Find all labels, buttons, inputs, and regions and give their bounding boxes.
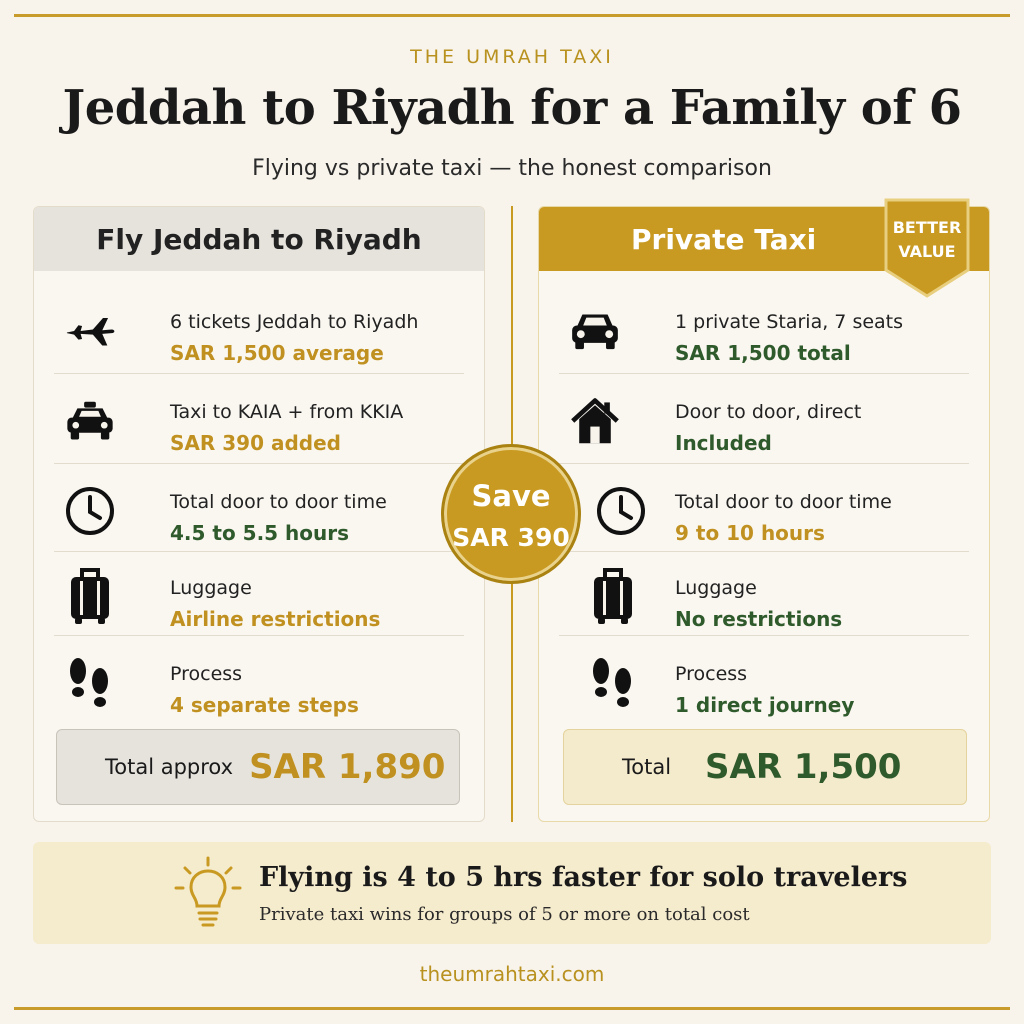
row-divider bbox=[54, 373, 464, 374]
row-value: No restrictions bbox=[675, 607, 843, 631]
taxi-row-vehicle bbox=[539, 287, 989, 377]
row-value: SAR 1,500 total bbox=[675, 341, 851, 365]
row-value: 1 direct journey bbox=[675, 693, 855, 717]
row-value: Included bbox=[675, 431, 772, 455]
row-value: 4.5 to 5.5 hours bbox=[170, 521, 350, 545]
row-label: Door to door, direct bbox=[675, 401, 862, 423]
taxi-row-luggage bbox=[539, 553, 989, 643]
row-divider bbox=[54, 551, 464, 552]
insight-detail: Private taxi wins for groups of 5 or more on total cost bbox=[259, 904, 750, 925]
taxi-icon bbox=[64, 395, 116, 447]
flight-row-time bbox=[34, 467, 484, 557]
clock-icon bbox=[595, 485, 647, 537]
row-value: 9 to 10 hours bbox=[675, 521, 825, 545]
footer-website[interactable]: theumrahtaxi.com bbox=[419, 962, 605, 986]
taxi-panel-heading: Private Taxi bbox=[539, 207, 989, 271]
flight-option-panel bbox=[33, 206, 485, 822]
flight-row-tickets bbox=[34, 287, 484, 377]
row-value: SAR 390 added bbox=[170, 431, 341, 455]
row-divider bbox=[559, 373, 969, 374]
clock-icon bbox=[64, 485, 116, 537]
lightbulb-icon bbox=[173, 856, 243, 932]
car-icon bbox=[569, 305, 621, 357]
taxi-option-panel bbox=[538, 206, 990, 822]
flight-row-taxi bbox=[34, 377, 484, 467]
taxi-row-door bbox=[539, 377, 989, 467]
row-divider bbox=[559, 463, 969, 464]
row-label: Process bbox=[675, 663, 748, 685]
savings-circle bbox=[441, 444, 581, 584]
row-value: Airline restrictions bbox=[170, 607, 381, 631]
taxi-row-time bbox=[539, 467, 989, 557]
bottom-border-line bbox=[14, 1007, 1010, 1010]
row-label: 6 tickets Jeddah to Riyadh bbox=[170, 311, 419, 333]
savings-amount: SAR 390 bbox=[452, 523, 570, 552]
insight-headline: Flying is 4 to 5 hrs faster for solo travelers bbox=[259, 862, 908, 893]
luggage-icon bbox=[587, 571, 639, 623]
row-label: Luggage bbox=[675, 577, 757, 599]
page-subtitle: Flying vs private taxi — the honest comparison bbox=[252, 156, 772, 181]
top-border-line bbox=[14, 14, 1010, 17]
total-value: SAR 1,500 bbox=[705, 747, 902, 787]
row-label: Process bbox=[170, 663, 243, 685]
flight-row-process bbox=[34, 639, 484, 729]
luggage-icon bbox=[64, 571, 116, 623]
row-label: Taxi to KAIA + from KKIA bbox=[170, 401, 404, 423]
airplane-icon bbox=[64, 305, 116, 357]
insight-note bbox=[33, 842, 991, 944]
total-value: SAR 1,890 bbox=[249, 747, 446, 787]
badge-line-2: VALUE bbox=[898, 242, 956, 261]
taxi-row-process bbox=[539, 639, 989, 729]
row-label: 1 private Staria, 7 seats bbox=[675, 311, 904, 333]
total-label: Total bbox=[622, 755, 672, 779]
row-divider bbox=[54, 463, 464, 464]
row-label: Total door to door time bbox=[170, 491, 387, 513]
row-divider bbox=[54, 635, 464, 636]
savings-label: Save bbox=[471, 479, 551, 513]
flight-panel-heading: Fly Jeddah to Riyadh bbox=[34, 207, 484, 271]
footprints-icon bbox=[64, 657, 116, 709]
badge-line-1: BETTER bbox=[892, 218, 962, 237]
row-label: Luggage bbox=[170, 577, 252, 599]
taxi-total-box bbox=[563, 729, 967, 805]
row-divider bbox=[559, 551, 969, 552]
row-value: 4 separate steps bbox=[170, 693, 359, 717]
page-title: Jeddah to Riyadh for a Family of 6 bbox=[62, 80, 962, 136]
house-icon bbox=[569, 395, 621, 447]
row-label: Total door to door time bbox=[675, 491, 892, 513]
better-value-badge bbox=[884, 198, 970, 298]
flight-row-luggage bbox=[34, 553, 484, 643]
row-divider bbox=[559, 635, 969, 636]
total-label: Total approx bbox=[105, 755, 234, 779]
brand-name: THE UMRAH TAXI bbox=[410, 46, 614, 68]
flight-total-box bbox=[56, 729, 460, 805]
row-value: SAR 1,500 average bbox=[170, 341, 384, 365]
footprints-icon bbox=[587, 657, 639, 709]
